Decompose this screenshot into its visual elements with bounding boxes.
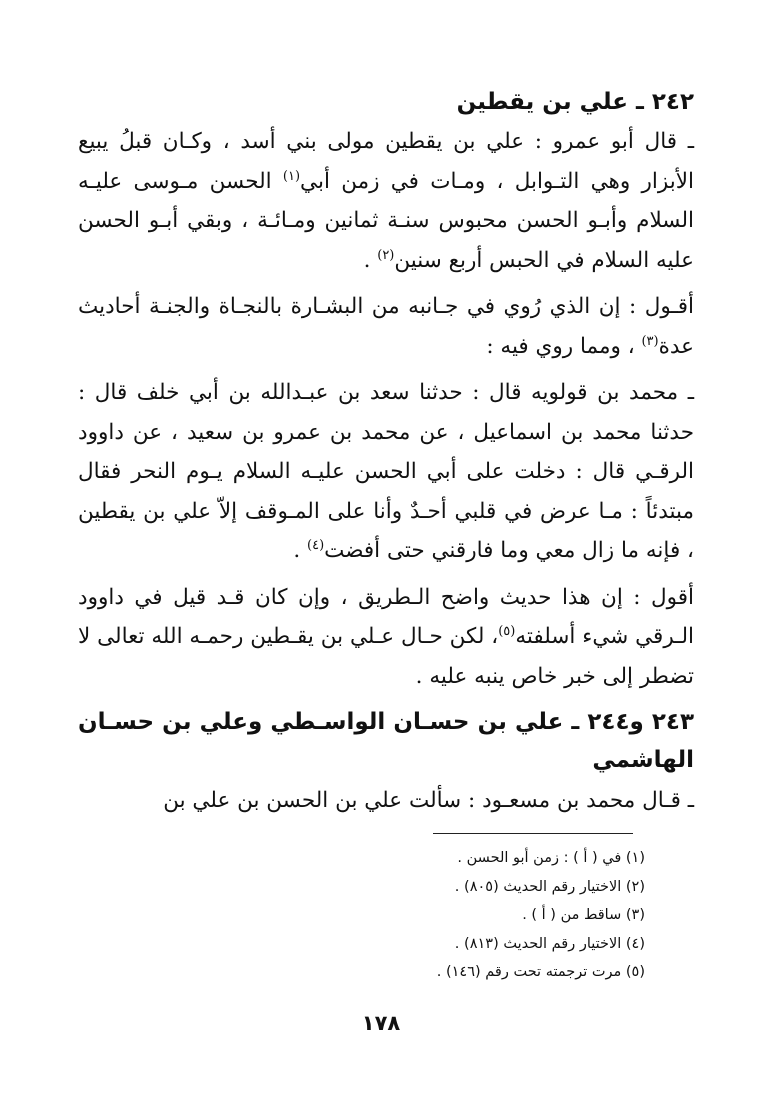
footnote-ref-4: (٤) bbox=[307, 537, 325, 553]
footnote-ref-5: (٥) bbox=[498, 623, 516, 639]
paragraph-biography bbox=[78, 122, 694, 280]
footnote-4: (٤) الاختيار رقم الحديث (٨١٣) . bbox=[454, 935, 645, 952]
paragraph-narration bbox=[78, 373, 694, 571]
paragraph-text: . bbox=[363, 247, 378, 273]
footnote-5: (٥) مرت ترجمته تحت رقم (١٤٦) . bbox=[436, 964, 645, 980]
footnote-ref-3: (٣) bbox=[641, 333, 659, 349]
footnote-ref-1: (١) bbox=[282, 168, 301, 184]
footnotes bbox=[225, 844, 645, 987]
footnote-2: (٢) الاختيار رقم الحديث (٨٠٥) . bbox=[454, 878, 645, 895]
page-body bbox=[78, 84, 694, 828]
paragraph-text: . bbox=[293, 538, 307, 563]
paragraph-text: ، ومما روي فيه : bbox=[486, 333, 642, 359]
paragraph-text: ، لكن حـال عـلي بن يقـطين رحمـه الله تعالى لا تضطر إلى خبر خاص ينبه عليه . bbox=[78, 624, 694, 689]
entry-heading-242: ٢٤٢ ـ علي بن يقطين bbox=[456, 89, 694, 115]
footnote-divider bbox=[433, 833, 633, 834]
paragraph-text: أقول : إن هذا حديث واضح الـطريق ، وإن كان قـد قيل في داوود الـرقي شيء أسلفته bbox=[78, 584, 695, 649]
paragraph-text: أقـول : إن الذي رُوي في جـانبه من البشـارة بالنجـاة والجنـة أحاديث عدة bbox=[78, 294, 694, 359]
paragraph-text: الحسن مـوسى عليـه السلام وأبـو الحسن محبوس سنـة ثمانين ومـائـة ، وبقي أبـو الحسن عليه السلام في الحبس أربع سنين bbox=[78, 168, 694, 273]
paragraph-text: ـ محمد بن قولويه قال : حدثنا سعد بن عبـدالله بن أبي خلف قال : حدثنا محمد بن اسماعيل ، عن محمد بن عمرو بن سعيد ، عن داوود الرقـي قال : دخلت على أبي الحسن عليـه السلام يـوم النحر فقال مبتدئاً : مـا عرض في قلبي أحـدٌ وأنا على المـوقف إلاّ علي بن يقطين ، فإنه ما زال معي وما فارقني حتى أفضت bbox=[78, 380, 694, 563]
footnote-1: (١) في ( أ ) : زمن أبو الحسن . bbox=[457, 850, 645, 866]
paragraph-comment bbox=[78, 287, 694, 366]
page-number: ١٧٨ bbox=[361, 1011, 401, 1035]
paragraph-narration-start: ـ قـال محمد بن مسعـود : سألت علي بن الحسن بن علي بن bbox=[163, 788, 694, 813]
footnote-3: (٣) ساقط من ( أ ) . bbox=[522, 907, 645, 923]
footnote-ref-2: (٢) bbox=[377, 247, 395, 263]
paragraph-assessment bbox=[78, 578, 694, 697]
paragraph-text: ـ قال أبو عمرو : علي بن يقطين مولى بني أسد ، وكـان قبلُ يبيع الأبزار وهي التـوابل ، ومـات في زمن أبي bbox=[78, 129, 694, 194]
entry-heading-243-244: ٢٤٣ و٢٤٤ ـ علي بن حسـان الواسـطي وعلي بن حسـان الهاشمي bbox=[78, 709, 694, 773]
